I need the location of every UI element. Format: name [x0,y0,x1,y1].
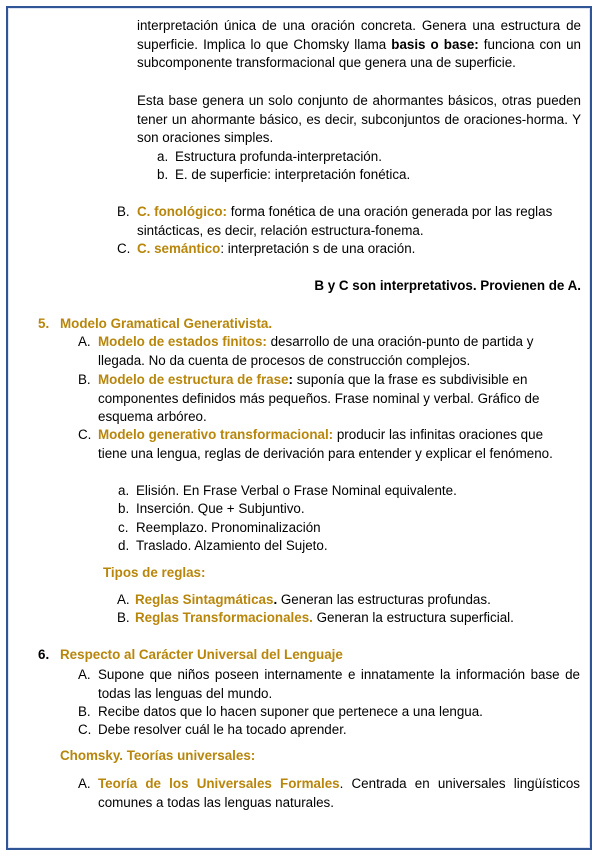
section-6-title: Respecto al Carácter Universal del Lenguaje [60,647,343,662]
section-5-title: Modelo Gramatical Generativista. [60,316,273,331]
s5-a-marker: A. [78,334,91,349]
s6-b-marker: B. [78,704,91,719]
s6-c-marker: C. [78,722,92,737]
s6-a-marker: A. [78,667,91,682]
theory-marker: A. [78,776,91,791]
intro-sub-b: b. E. de superficie: interpretación fonética. [157,167,411,182]
intro-paragraph-1 [137,17,581,73]
component-c-marker: C. [117,241,131,256]
intro-text-end: funciona con un subcomponente transformacional que genera una de superficie. [137,36,581,71]
s5-item-c: Modelo generativo transformacional: producir las infinitas oraciones que tiene una lengua, reglas de derivación para entender y explicar el fenómeno. [98,427,553,461]
component-c-title: C. semántico [137,241,221,256]
section-6-number: 6. [38,647,50,662]
s5-sub-a: a. Elisión. En Frase Verbal o Frase Nominal equivalente. [118,483,457,498]
s5-sub-b: b. Inserción. Que + Subjuntivo. [118,501,305,516]
section-5-number: 5. [38,316,50,331]
component-b: C. fonológico: forma fonética de una oración generada por las reglas sintácticas, es decir, relación estructura-fonema. [137,204,553,238]
s5-item-a: Modelo de estados finitos: desarrollo de una oración-punto de partida y llegada. No da cuenta de procesos de construcción complejos. [98,334,534,368]
s5-b-marker: B. [78,372,91,387]
intro-text-2: Esta base genera un solo conjunto de ahormantes básicos, otras pueden tener un ahormante básico, es decir, subconjuntos de oraciones-horma. Y son oraciones simples. [137,93,581,146]
conclusion: B y C son interpretativos. Provienen de A. [314,278,581,293]
component-b-title: C. fonológico: [137,204,227,219]
intro-sub-a: a. Estructura profunda-interpretación. [157,149,382,164]
s5-sub-d: d. Traslado. Alzamiento del Sujeto. [118,538,328,553]
intro-text: interpretación única de una oración concreta. Genera una estructura de superficie. Implica lo que Chomsky llama [137,18,581,52]
s5-item-b: Modelo de estructura de frase: suponía que la frase es subdivisible en componentes definidos más pequeños. Frase nominal y verbal. Gráfico de esquema arbóreo. [98,372,540,425]
rule-b: B. Reglas Transformacionales. Generan la estructura superficial. [117,610,514,625]
intro-paragraph-2 [137,92,581,148]
s6-item-c: Debe resolver cuál le ha tocado aprender. [98,722,347,737]
s6-item-a: Supone que niños poseen internamente e innatamente la información base de todas las lenguas del mundo. [98,667,580,701]
s5-c-marker: C. [78,427,92,442]
chomsky-subtitle: Chomsky. Teorías universales: [60,748,256,763]
s5-sub-c: c. Reemplazo. Pronominalización [118,520,321,535]
basis-term: basis o base: [391,36,479,52]
rules-title: Tipos de reglas: [103,565,206,580]
component-c: C. semántico: interpretación s de una oración. [137,241,416,256]
theory-formal-universals: Teoría de los Universales Formales. Centrada en universales lingüísticos comunes a todas las lenguas naturales. [98,776,580,810]
rule-a: A. Reglas Sintagmáticas. Generan las estructuras profundas. [117,592,491,607]
component-b-marker: B. [117,204,130,219]
s6-item-b: Recibe datos que lo hacen suponer que pertenece a una lengua. [98,704,483,719]
